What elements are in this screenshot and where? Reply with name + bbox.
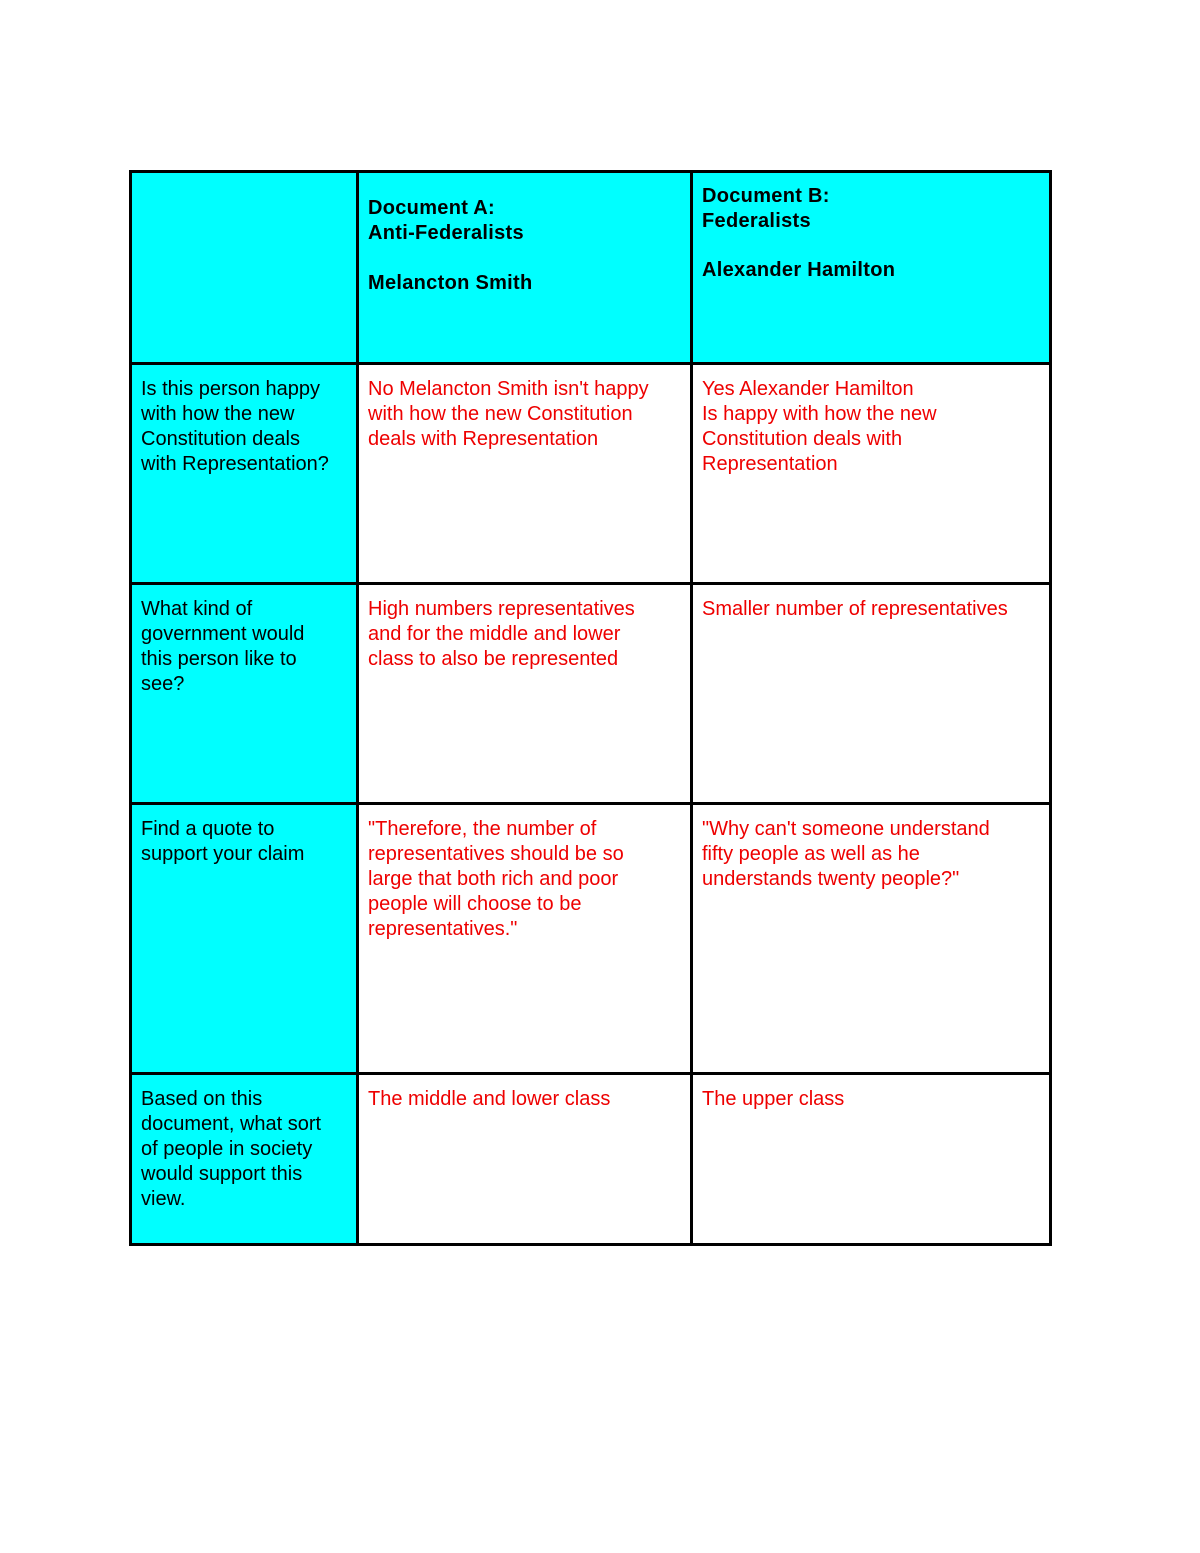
doc-a-author: Melancton Smith <box>368 272 533 294</box>
answer-line: Constitution deals with <box>702 428 903 450</box>
question-line: view. <box>141 1188 186 1210</box>
question-line: Constitution deals <box>141 428 300 450</box>
question-line: What kind of <box>141 598 253 620</box>
header-corner-cell <box>131 172 358 364</box>
question-line: Is this person happy <box>141 378 320 400</box>
question-line: see? <box>141 673 185 695</box>
table-row <box>131 364 1051 584</box>
answer-line: Is happy with how the new <box>702 403 937 425</box>
doc-a-group: Anti-Federalists <box>368 222 524 244</box>
answer-line: High numbers representatives <box>368 598 635 620</box>
answer-cell-document-b[interactable] <box>692 1074 1051 1245</box>
answer-line: fifty people as well as he <box>702 843 920 865</box>
question-cell <box>131 1074 358 1245</box>
header-document-b <box>692 172 1051 364</box>
answer-cell-document-b[interactable] <box>692 804 1051 1074</box>
doc-b-group: Federalists <box>702 210 811 232</box>
answer-cell-document-b[interactable] <box>692 364 1051 584</box>
question-cell <box>131 804 358 1074</box>
question-line: with Representation? <box>141 453 329 475</box>
answer-line: deals with Representation <box>368 428 599 450</box>
answer-line: "Why can't someone understand <box>702 818 990 840</box>
question-line: document, what sort <box>141 1113 322 1135</box>
header-row <box>131 172 1051 364</box>
answer-line: Yes Alexander Hamilton <box>702 378 914 400</box>
doc-a-title: Document A: <box>368 197 496 219</box>
answer-line: and for the middle and lower <box>368 623 621 645</box>
answer-line: understands twenty people?" <box>702 868 960 890</box>
question-cell <box>131 584 358 804</box>
question-line: would support this <box>141 1163 303 1185</box>
answer-cell-document-a[interactable] <box>358 804 692 1074</box>
doc-b-title: Document B: <box>702 185 830 207</box>
question-line: Based on this <box>141 1088 263 1110</box>
answer-line: representatives should be so <box>368 843 624 865</box>
answer-line: The middle and lower class <box>368 1088 611 1110</box>
answer-line: Representation <box>702 453 838 475</box>
question-line: of people in society <box>141 1138 313 1160</box>
doc-b-author: Alexander Hamilton <box>702 259 896 281</box>
question-line: with how the new <box>141 403 295 425</box>
comparison-table <box>129 170 1052 1246</box>
answer-line: No Melancton Smith isn't happy <box>368 378 649 400</box>
question-line: this person like to <box>141 648 297 670</box>
answer-cell-document-a[interactable] <box>358 364 692 584</box>
table-row <box>131 1074 1051 1245</box>
answer-cell-document-b[interactable] <box>692 584 1051 804</box>
question-line: Find a quote to <box>141 818 275 840</box>
answer-line: The upper class <box>702 1088 845 1110</box>
answer-line: people will choose to be <box>368 893 582 915</box>
table-row <box>131 804 1051 1074</box>
answer-line: Smaller number of representatives <box>702 598 1008 620</box>
answer-line: "Therefore, the number of <box>368 818 597 840</box>
table-row <box>131 584 1051 804</box>
answer-line: with how the new Constitution <box>368 403 633 425</box>
answer-line: representatives." <box>368 918 518 940</box>
answer-line: large that both rich and poor <box>368 868 619 890</box>
question-cell <box>131 364 358 584</box>
header-document-a <box>358 172 692 364</box>
question-line: support your claim <box>141 843 305 865</box>
answer-cell-document-a[interactable] <box>358 1074 692 1245</box>
answer-line: class to also be represented <box>368 648 619 670</box>
question-line: government would <box>141 623 305 645</box>
answer-cell-document-a[interactable] <box>358 584 692 804</box>
